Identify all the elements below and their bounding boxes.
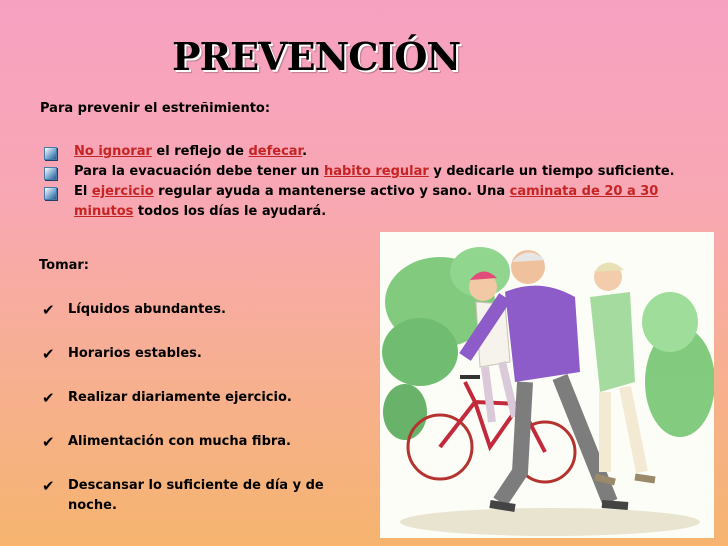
illustration-drawing	[380, 232, 714, 538]
square-bullet-icon	[44, 187, 57, 200]
check-item-text: Alimentación con mucha fibra.	[68, 434, 291, 449]
prevention-list	[44, 142, 714, 222]
list-item	[44, 182, 714, 222]
highlight-text: caminata de 20 a 30 minutos	[74, 184, 659, 219]
check-item	[42, 344, 362, 364]
check-list	[42, 300, 362, 516]
checkmark-icon: ✔	[42, 301, 55, 319]
check-item	[42, 432, 362, 452]
checkmark-icon: ✔	[42, 433, 55, 451]
check-item-text: Horarios estables.	[68, 346, 202, 361]
checkmark-icon: ✔	[42, 389, 55, 407]
highlight-text: defecar	[248, 144, 303, 159]
highlight-text: habito regular	[323, 164, 429, 179]
list-item	[44, 162, 714, 182]
walking-people-illustration	[380, 232, 714, 538]
item-text: Para la evacuación debe tener un	[74, 164, 324, 179]
checkmark-icon: ✔	[42, 345, 55, 363]
check-item	[42, 476, 362, 516]
square-bullet-icon	[44, 167, 57, 180]
highlight-text: ejercicio	[91, 184, 154, 199]
check-item	[42, 300, 362, 320]
tomar-label: Tomar:	[39, 258, 90, 273]
item-text: .	[302, 144, 308, 159]
item-text: el reflejo de	[151, 144, 249, 159]
item-text: El	[74, 184, 92, 199]
check-item-text: Realizar diariamente ejercicio.	[68, 390, 292, 405]
item-text: regular ayuda a mantenerse activo y sano. Una	[153, 184, 510, 199]
highlight-text: No ignorar	[74, 144, 152, 159]
item-text: y dedicarle un tiempo suficiente.	[428, 164, 675, 179]
checkmark-icon: ✔	[42, 477, 55, 495]
check-item-text: Líquidos abundantes.	[68, 302, 226, 317]
item-text: todos los días le ayudará.	[133, 204, 327, 219]
square-bullet-icon	[44, 147, 57, 160]
intro-text: Para prevenir el estreñimiento:	[40, 101, 271, 116]
slide-title: PREVENCIÓN	[172, 34, 461, 79]
list-item	[44, 142, 714, 162]
check-item-text: Descansar lo suficiente de día y de noche.	[68, 478, 324, 513]
check-item	[42, 388, 362, 408]
